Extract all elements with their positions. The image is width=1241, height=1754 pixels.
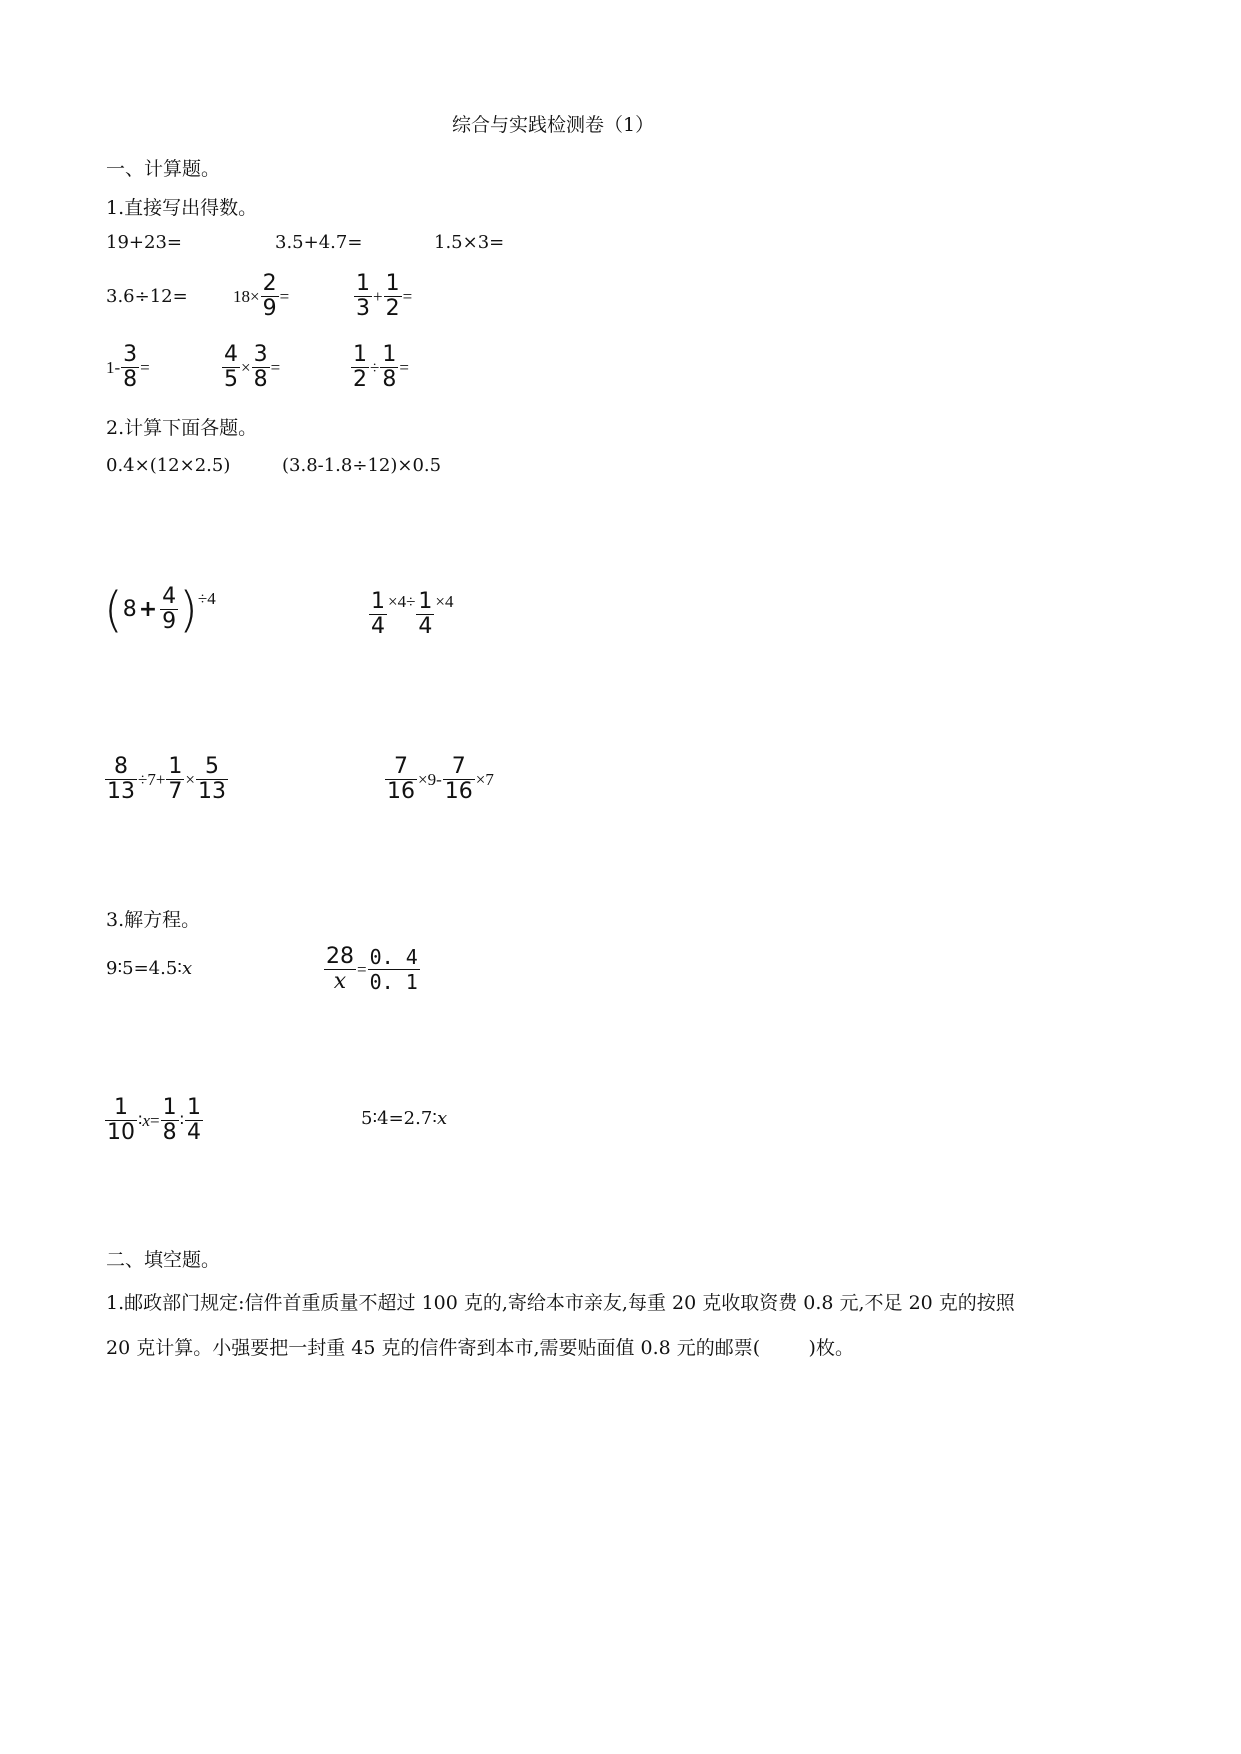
equals: = bbox=[357, 959, 367, 979]
tail: ÷4 bbox=[197, 589, 216, 608]
calc-problem-c bbox=[104, 581, 216, 638]
equation-b bbox=[323, 945, 421, 994]
denominator: 4 bbox=[371, 614, 385, 639]
numerator: 1 bbox=[371, 589, 385, 614]
text: 9∶5=4.5∶ bbox=[106, 958, 182, 979]
text: ÷7+ bbox=[138, 769, 166, 789]
calc-problem-b: (3.8-1.8÷12)×0.5 bbox=[282, 455, 442, 476]
fraction bbox=[261, 272, 279, 321]
numerator: 3 bbox=[253, 342, 268, 367]
question-1-heading: 1.直接写出得数。 bbox=[106, 197, 258, 219]
left-paren: ( bbox=[104, 581, 123, 638]
fraction bbox=[105, 755, 137, 804]
variable-x: x bbox=[436, 1108, 448, 1129]
fraction bbox=[121, 343, 139, 392]
fraction bbox=[385, 755, 417, 804]
fraction bbox=[222, 343, 240, 392]
denominator: 13 bbox=[198, 779, 227, 804]
equals: = bbox=[399, 357, 409, 377]
equals: = bbox=[149, 1110, 160, 1130]
fraction bbox=[160, 585, 178, 634]
fraction bbox=[369, 590, 387, 639]
problem-19-plus-23: 19+23= bbox=[106, 232, 182, 253]
fraction bbox=[324, 945, 356, 994]
denominator: 2 bbox=[353, 367, 367, 392]
denominator: 8 bbox=[253, 367, 268, 392]
fraction bbox=[166, 755, 184, 804]
fill-question-1-line-1: 1.邮政部门规定:信件首重质量不超过 100 克的,寄给本市亲友,每重 20 克收取资费 0.8 元,不足 20 克的按照 bbox=[106, 1292, 1015, 1314]
denominator: 3 bbox=[356, 296, 370, 321]
numerator: 4 bbox=[162, 584, 177, 609]
calc-problem-d bbox=[368, 590, 454, 639]
numerator: 1 bbox=[385, 271, 400, 296]
denominator: 8 bbox=[123, 367, 138, 392]
numerator: 1 bbox=[187, 1095, 202, 1120]
fraction bbox=[351, 343, 369, 392]
fraction bbox=[380, 343, 398, 392]
problem-fraction-div-fraction bbox=[350, 343, 409, 392]
question-3-heading: 3.解方程。 bbox=[106, 909, 201, 931]
fraction bbox=[196, 755, 228, 804]
numerator: 0. 4 bbox=[369, 945, 418, 969]
numerator: 1 bbox=[168, 754, 183, 779]
numerator: 1 bbox=[356, 271, 370, 296]
equals: = bbox=[140, 357, 150, 377]
numerator: 7 bbox=[443, 755, 475, 780]
section-heading-fill-in: 二、填空题。 bbox=[106, 1249, 221, 1271]
fraction bbox=[443, 755, 475, 804]
numerator: 1 bbox=[382, 342, 397, 367]
numerator: 1 bbox=[105, 1096, 137, 1121]
denominator: 7 bbox=[168, 779, 183, 804]
denominator: 8 bbox=[162, 1120, 177, 1145]
numerator: 28 bbox=[326, 944, 354, 969]
numerator: 7 bbox=[385, 755, 417, 780]
denominator: 0. 1 bbox=[369, 970, 418, 994]
denominator: 16 bbox=[444, 779, 473, 804]
right-paren: ) bbox=[179, 581, 198, 638]
fill-question-1-line-2: 20 克计算。小强要把一封重 45 克的信件寄到本市,需要贴面值 0.8 元的邮票( )枚。 bbox=[106, 1337, 854, 1359]
problem-1-5-times-3: 1.5×3= bbox=[434, 232, 505, 253]
fraction bbox=[161, 1096, 179, 1145]
fraction bbox=[416, 590, 434, 639]
numerator: 4 bbox=[224, 342, 238, 367]
fraction bbox=[252, 343, 270, 392]
denominator: 16 bbox=[387, 779, 415, 804]
equation-d bbox=[361, 1108, 447, 1129]
numerator: 8 bbox=[105, 755, 137, 780]
numerator: 1 bbox=[353, 342, 367, 367]
numerator: 2 bbox=[262, 271, 277, 296]
equals: = bbox=[402, 286, 413, 306]
equals: = bbox=[270, 357, 281, 377]
times: × bbox=[241, 357, 251, 377]
denominator: 5 bbox=[224, 367, 238, 392]
denominator: 13 bbox=[107, 779, 135, 804]
denominator: 8 bbox=[382, 367, 397, 392]
fraction bbox=[354, 272, 372, 321]
fraction bbox=[105, 1096, 137, 1145]
text: ×7 bbox=[475, 769, 494, 789]
variable-x: x bbox=[181, 958, 193, 979]
calc-problem-a: 0.4×(12×2.5) bbox=[106, 455, 231, 476]
numerator: 3 bbox=[123, 342, 138, 367]
text: 5∶4=2.7∶ bbox=[361, 1108, 437, 1129]
numerator: 5 bbox=[196, 755, 228, 780]
denominator: 9 bbox=[262, 296, 277, 321]
plus: + bbox=[138, 597, 158, 622]
numerator: 1 bbox=[162, 1095, 177, 1120]
problem-3-5-plus-4-7: 3.5+4.7= bbox=[275, 232, 363, 253]
number: 8 bbox=[122, 597, 137, 622]
fraction bbox=[368, 945, 420, 994]
equation-c bbox=[104, 1096, 204, 1145]
divide: ÷ bbox=[370, 357, 380, 377]
variable-x: x bbox=[142, 1110, 150, 1130]
fraction bbox=[185, 1096, 203, 1145]
page-title: 综合与实践检测卷（1） bbox=[452, 114, 655, 136]
equals: = bbox=[279, 286, 290, 306]
text: ×4÷ bbox=[388, 592, 416, 611]
colon: ∶ bbox=[179, 1110, 185, 1130]
problem-3-6-div-12: 3.6÷12= bbox=[106, 286, 188, 307]
problem-third-plus-half bbox=[353, 272, 412, 321]
problem-fraction-times-fraction bbox=[221, 343, 280, 392]
problem-18-times-fraction bbox=[233, 272, 289, 321]
denominator: 4 bbox=[187, 1120, 202, 1145]
calc-problem-e bbox=[104, 755, 229, 804]
question-2-heading: 2.计算下面各题。 bbox=[106, 417, 258, 439]
calc-problem-f bbox=[384, 755, 494, 804]
fraction bbox=[384, 272, 402, 321]
problem-1-minus-fraction bbox=[106, 343, 150, 392]
denominator: 4 bbox=[418, 614, 433, 639]
plus: + bbox=[373, 286, 383, 306]
text: 18× bbox=[233, 286, 260, 306]
times: × bbox=[185, 769, 196, 789]
text: ×4 bbox=[435, 592, 454, 611]
text: ×9- bbox=[418, 769, 442, 789]
colon: ∶ bbox=[138, 1110, 143, 1130]
section-heading-calculation: 一、计算题。 bbox=[106, 158, 221, 180]
numerator: 1 bbox=[418, 589, 433, 614]
equation-a bbox=[106, 958, 192, 979]
denominator: x bbox=[333, 969, 347, 994]
denominator: 9 bbox=[162, 609, 177, 634]
denominator: 2 bbox=[385, 296, 400, 321]
text: 1- bbox=[106, 357, 121, 377]
denominator: 10 bbox=[107, 1120, 135, 1145]
